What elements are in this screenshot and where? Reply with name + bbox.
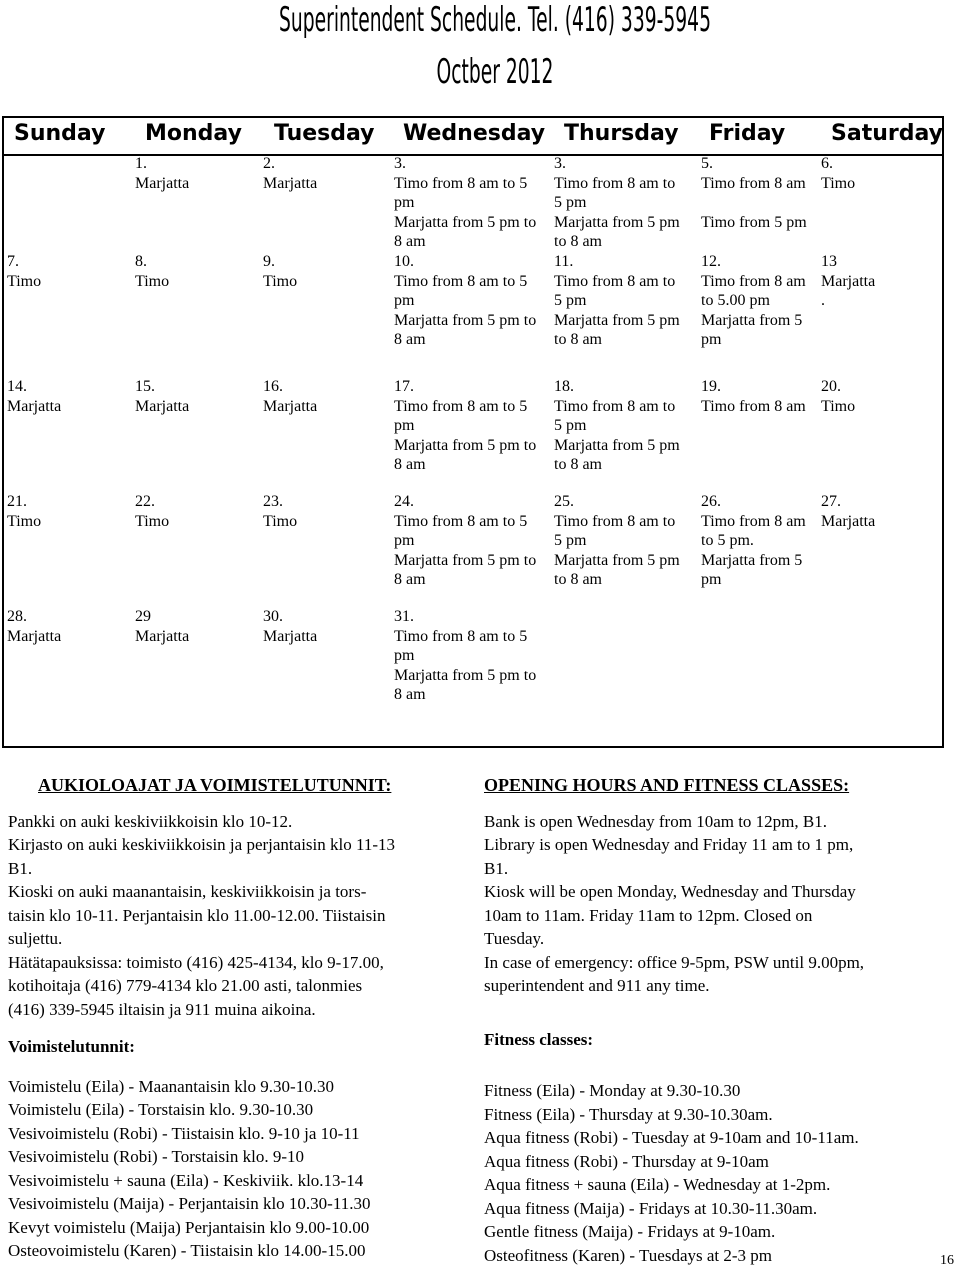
finnish-info-line: Pankki on auki keskiviikkoisin klo 10-12. <box>8 811 293 831</box>
calendar-day-cell: 30. Marjatta <box>263 608 318 645</box>
calendar-day-cell: 29 Marjatta <box>135 608 190 645</box>
finnish-info-line: suljettu. <box>8 929 63 948</box>
english-class-line: Aqua fitness + sauna (Eila) - Wednesday at 1-2pm. <box>484 1175 831 1194</box>
calendar-day-cell: 1. Marjatta <box>135 155 190 192</box>
calendar-day-cell: 6. Timo <box>821 155 856 192</box>
english-class-line: Fitness (Eila) - Thursday at 9.30-10.30am. <box>484 1104 773 1124</box>
english-info-line: Library is open Wednesday and Friday 11 am to 1 pm, <box>484 835 854 854</box>
calendar-grid <box>2 116 944 748</box>
calendar-day-cell: 22. Timo <box>135 493 170 530</box>
english-info-line: Bank is open Wednesday from 10am to 12pm, B1. <box>484 811 827 831</box>
calendar-day-cell: 17. Timo from 8 am to 5 pm Marjatta from 5 pm to 8 am <box>394 378 537 473</box>
day-tuesday: Tuesday <box>274 121 375 146</box>
calendar-day-cell: 25. Timo from 8 am to 5 pm Marjatta from 5 pm to 8 am <box>554 493 680 588</box>
weekday-header-row <box>4 118 942 156</box>
calendar-day-cell: 23. Timo <box>263 493 298 530</box>
calendar-day-cell: 20. Timo <box>821 378 856 415</box>
english-info-section <box>484 774 954 1267</box>
schedule-title: Superintendent Schedule. Tel. (416) 339-5945 <box>279 0 711 40</box>
calendar-day-cell: 7. Timo <box>7 253 42 290</box>
day-monday: Monday <box>145 121 242 146</box>
finnish-class-line: Kevyt voimistelu (Maija) Perjantaisin klo 9.00-10.00 <box>8 1217 370 1237</box>
english-classes-heading: Fitness classes: <box>484 1029 594 1049</box>
english-info-line: superintendent and 911 any time. <box>484 976 710 995</box>
english-class-line: Gentle fitness (Maija) - Fridays at 9-10am. <box>484 1222 776 1241</box>
calendar-day-cell: 11. Timo from 8 am to 5 pm Marjatta from 5 pm to 8 am <box>554 253 680 348</box>
finnish-info-line: Hätätapauksissa: toimisto (416) 425-4134, klo 9-17.00, <box>8 952 384 972</box>
calendar-day-cell: 28. Marjatta <box>7 608 62 645</box>
page-number: 16 <box>940 1253 954 1268</box>
calendar-day-cell: 15. Marjatta <box>135 378 190 415</box>
finnish-info-line: (416) 339-5945 iltaisin ja 911 muina aikoina. <box>8 999 316 1019</box>
calendar-day-cell: 13 Marjatta . <box>821 253 876 309</box>
calendar-day-cell: 9. Timo <box>263 253 298 290</box>
finnish-info-line: Kirjasto on auki keskiviikkoisin ja perjantaisin klo 11-13 <box>8 835 396 854</box>
month-title: Octber 2012 <box>436 52 554 92</box>
day-thursday: Thursday <box>564 121 679 146</box>
english-info-line: Kiosk will be open Monday, Wednesday and Thursday <box>484 882 856 901</box>
calendar-day-cell: 24. Timo from 8 am to 5 pm Marjatta from 5 pm to 8 am <box>394 493 537 588</box>
finnish-class-line: Vesivoimistelu (Robi) - Tiistaisin klo. 9-10 ja 10-11 <box>8 1123 360 1143</box>
calendar-day-cell: 26. Timo from 8 am to 5 pm. Marjatta from 5 pm <box>701 493 806 588</box>
calendar-day-cell: 12. Timo from 8 am to 5.00 pm Marjatta from 5 pm <box>701 253 806 348</box>
day-wednesday: Wednesday <box>403 121 546 146</box>
calendar-day-cell: 10. Timo from 8 am to 5 pm Marjatta from 5 pm to 8 am <box>394 253 537 348</box>
day-sunday: Sunday <box>14 121 106 146</box>
finnish-class-line: Voimistelu (Eila) - Maanantaisin klo 9.30-10.30 <box>8 1076 334 1096</box>
calendar-day-cell: 3. Timo from 8 am to 5 pm Marjatta from 5 pm to 8 am <box>394 155 537 250</box>
english-class-line: Aqua fitness (Robi) - Tuesday at 9-10am and 10-11am. <box>484 1128 859 1147</box>
english-info-line: Tuesday. <box>484 929 545 948</box>
finnish-info-section <box>8 774 478 1263</box>
english-info-line: 10am to 11am. Friday 11am to 12pm. Closed on <box>484 905 813 925</box>
finnish-info-line: B1. <box>8 858 33 878</box>
english-class-line: Fitness (Eila) - Monday at 9.30-10.30 <box>484 1081 741 1100</box>
english-class-line: Aqua fitness (Robi) - Thursday at 9-10am <box>484 1151 769 1171</box>
calendar-day-cell: 2. Marjatta <box>263 155 318 192</box>
finnish-class-line: Vesivoimistelu (Robi) - Torstaisin klo. 9-10 <box>8 1147 304 1166</box>
finnish-info-line: kotihoitaja (416) 779-4134 klo 21.00 asti, talonmies <box>8 976 363 995</box>
finnish-classes-heading: Voimistelutunnit: <box>8 1037 135 1056</box>
english-info-line: In case of emergency: office 9-5pm, PSW until 9.00pm, <box>484 952 865 972</box>
finnish-class-line: Voimistelu (Eila) - Torstaisin klo. 9.30-10.30 <box>8 1100 314 1119</box>
english-class-line: Osteofitness (Karen) - Tuesdays at 2-3 pm <box>484 1245 773 1265</box>
finnish-info-line: Kioski on auki maanantaisin, keskiviikkoisin ja tors- <box>8 882 367 901</box>
finnish-class-line: Osteovoimistelu (Karen) - Tiistaisin klo 14.00-15.00 <box>8 1241 366 1260</box>
finnish-heading: AUKIOLOAJAT JA VOIMISTELUTUNNIT: <box>38 775 392 795</box>
calendar-day-cell: 19. Timo from 8 am <box>701 378 806 415</box>
finnish-info-line: taisin klo 10-11. Perjantaisin klo 11.00-12.00. Tiistaisin <box>8 905 386 925</box>
calendar-day-cell: 14. Marjatta <box>7 378 62 415</box>
calendar-day-cell: 16. Marjatta <box>263 378 318 415</box>
finnish-class-line: Vesivoimistelu (Maija) - Perjantaisin klo 10.30-11.30 <box>8 1194 371 1213</box>
calendar-day-cell: 8. Timo <box>135 253 170 290</box>
calendar-day-cell: 31. Timo from 8 am to 5 pm Marjatta from 5 pm to 8 am <box>394 608 537 703</box>
english-info-line: B1. <box>484 858 509 878</box>
day-friday: Friday <box>709 121 786 146</box>
calendar-day-cell: 27. Marjatta <box>821 493 876 530</box>
finnish-class-line: Vesivoimistelu + sauna (Eila) - Keskiviik. klo.13-14 <box>8 1170 364 1190</box>
calendar-day-cell: 3. Timo from 8 am to 5 pm Marjatta from 5 pm to 8 am <box>554 155 680 250</box>
day-saturday: Saturday <box>831 121 943 146</box>
calendar-day-cell: 18. Timo from 8 am to 5 pm Marjatta from 5 pm to 8 am <box>554 378 680 473</box>
calendar-day-cell: 5. Timo from 8 am Timo from 5 pm <box>701 155 807 231</box>
calendar-day-cell: 21. Timo <box>7 493 42 530</box>
english-class-line: Aqua fitness (Maija) - Fridays at 10.30-11.30am. <box>484 1198 818 1218</box>
english-heading: OPENING HOURS AND FITNESS CLASSES: <box>484 775 850 795</box>
